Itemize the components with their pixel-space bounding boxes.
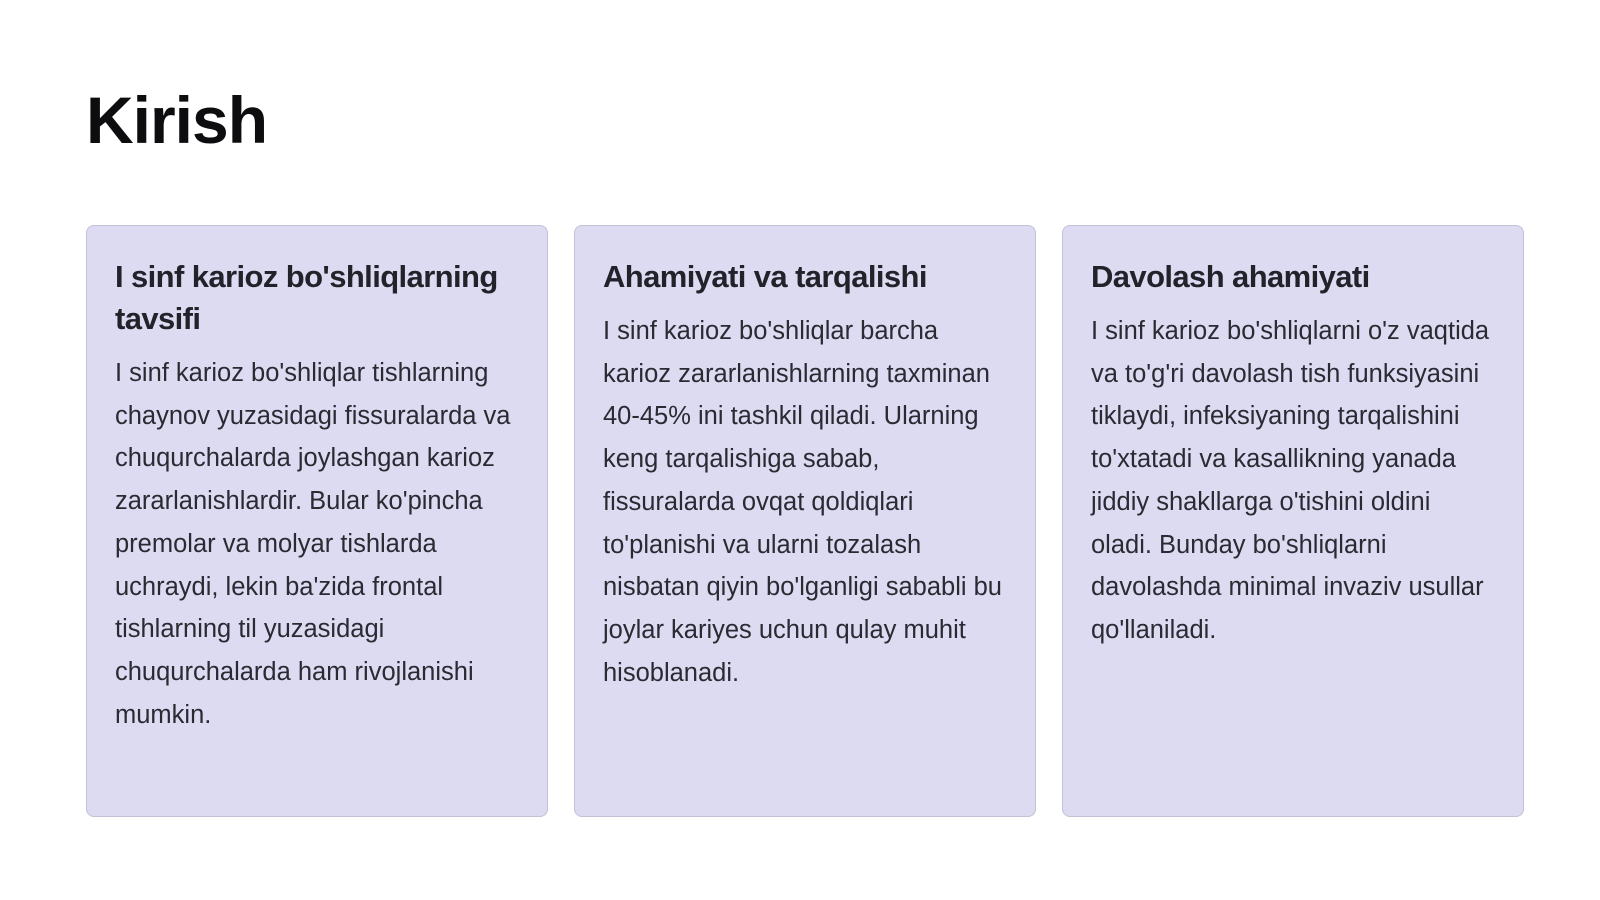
- card-text: I sinf karioz bo'shliqlarni o'z vaqtida va to'g'ri davolash tish funksiyasini tiklaydi, infeksiyaning tarqalishini to'xtatadi va kasallikning yanada jiddiy shakllarga o'tishini oldini oladi. Bunday bo'shliqlarni davolashda minimal invaziv usullar qo'llaniladi.: [1091, 317, 1490, 644]
- card-title: Ahamiyati va tarqalishi: [603, 259, 927, 294]
- card-importance: [574, 225, 1036, 817]
- cards-row: [86, 225, 1522, 817]
- card-text: I sinf karioz bo'shliqlar barcha karioz zararlanishlarning taxminan 40-45% ini tashkil qiladi. Ularning keng tarqalishiga sabab, fissuralarda ovqat qoldiqlari to'planishi va ularni tozalash nisbatan qiyin bo'lganligi sababli bu joylar kariyes uchun qulay muhit hisoblanadi.: [603, 317, 1002, 687]
- page-title: Kirish: [86, 83, 268, 157]
- card-description: [86, 225, 548, 817]
- card-title: Davolash ahamiyati: [1091, 259, 1370, 294]
- card-title: I sinf karioz bo'shliqlarning tavsifi: [115, 259, 498, 336]
- card-treatment: [1062, 225, 1524, 817]
- card-text: I sinf karioz bo'shliqlar tishlarning chaynov yuzasidagi fissuralarda va chuqurchalarda joylashgan karioz zararlanishlardir. Bular ko'pincha premolar va molyar tishlarda uchraydi, lekin ba'zida frontal tishlarning til yuzasidagi chuqurchalarda ham rivojlanishi mumkin.: [115, 359, 511, 729]
